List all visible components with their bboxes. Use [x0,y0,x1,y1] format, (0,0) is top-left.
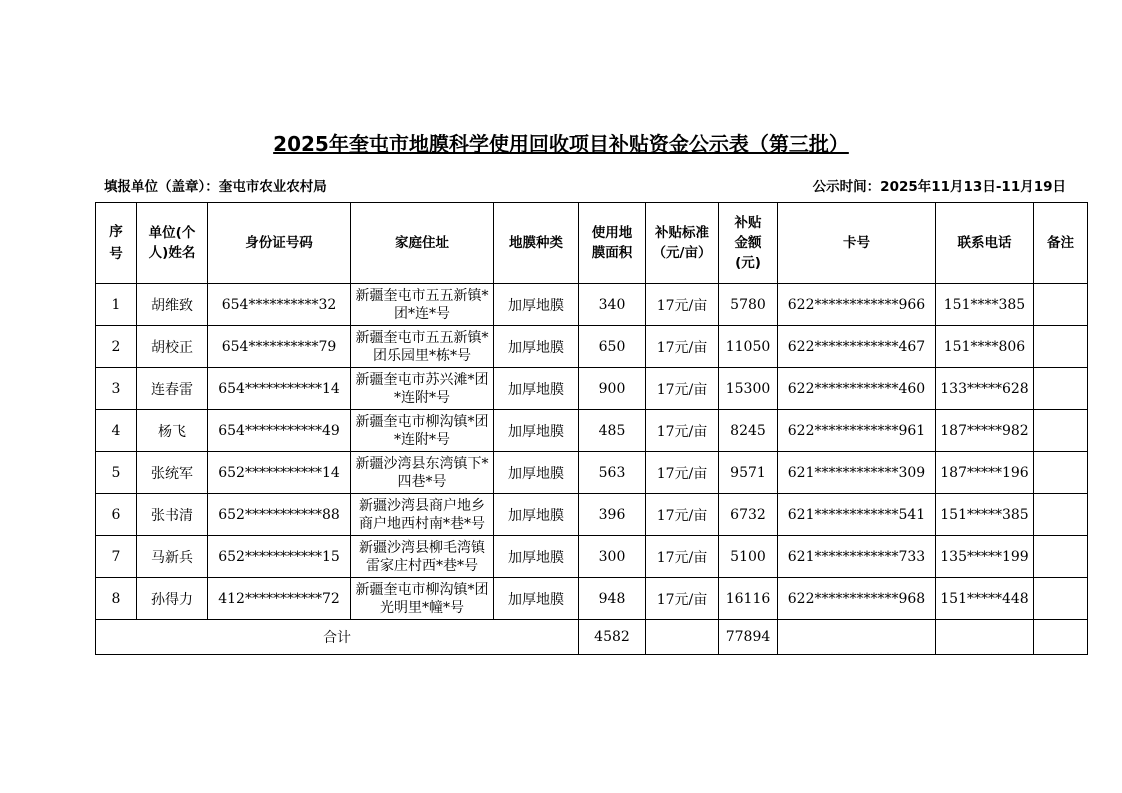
total-remark-empty [1034,620,1088,655]
cell-id: 654***********49 [208,410,351,452]
cell-phone: 151*****448 [936,578,1034,620]
cell-area: 900 [579,368,646,410]
cell-address: 新疆奎屯市柳沟镇*团光明里*幢*号 [351,578,494,620]
cell-phone: 151****385 [936,284,1034,326]
cell-standard: 17元/亩 [646,284,719,326]
table-row [96,452,1088,494]
cell-id: 654***********14 [208,368,351,410]
cell-card: 622************467 [778,326,936,368]
cell-name: 张统军 [137,452,208,494]
total-row [96,620,1088,655]
table-row [96,326,1088,368]
cell-amount: 5780 [719,284,778,326]
cell-card: 621************309 [778,452,936,494]
cell-seq: 1 [96,284,137,326]
total-standard-empty [646,620,719,655]
cell-film-type: 加厚地膜 [494,536,579,578]
cell-remark [1034,368,1088,410]
cell-address: 新疆沙湾县东湾镇下*四巷*号 [351,452,494,494]
cell-id: 652***********14 [208,452,351,494]
cell-film-type: 加厚地膜 [494,410,579,452]
cell-amount: 16116 [719,578,778,620]
cell-id: 652***********88 [208,494,351,536]
cell-area: 396 [579,494,646,536]
header-row [96,203,1088,284]
cell-id: 654**********79 [208,326,351,368]
cell-amount: 11050 [719,326,778,368]
header-amount: 补贴金额(元) [719,203,778,284]
total-area: 4582 [579,620,646,655]
table-row [96,410,1088,452]
cell-id: 654**********32 [208,284,351,326]
cell-name: 孙得力 [137,578,208,620]
table-row [96,578,1088,620]
cell-card: 622************966 [778,284,936,326]
total-amount: 77894 [719,620,778,655]
cell-card: 622************460 [778,368,936,410]
header-film-type: 地膜种类 [494,203,579,284]
header-address: 家庭住址 [351,203,494,284]
header-name: 单位(个人)姓名 [137,203,208,284]
cell-phone: 151*****385 [936,494,1034,536]
table-row [96,536,1088,578]
total-phone-empty [936,620,1034,655]
cell-name: 连春雷 [137,368,208,410]
table-row [96,284,1088,326]
cell-card: 622************961 [778,410,936,452]
cell-area: 563 [579,452,646,494]
cell-remark [1034,494,1088,536]
header-seq: 序号 [96,203,137,284]
cell-remark [1034,452,1088,494]
header-card: 卡号 [778,203,936,284]
cell-remark [1034,536,1088,578]
cell-phone: 151****806 [936,326,1034,368]
cell-film-type: 加厚地膜 [494,452,579,494]
cell-seq: 2 [96,326,137,368]
cell-area: 948 [579,578,646,620]
cell-name: 胡校正 [137,326,208,368]
subsidy-table [95,202,1088,655]
cell-phone: 135*****199 [936,536,1034,578]
table-row [96,494,1088,536]
cell-seq: 6 [96,494,137,536]
header-phone: 联系电话 [936,203,1034,284]
cell-name: 张书清 [137,494,208,536]
reporting-unit: 填报单位（盖章）：奎屯市农业农村局 [104,179,327,195]
cell-card: 621************541 [778,494,936,536]
cell-standard: 17元/亩 [646,368,719,410]
total-label: 合计 [96,620,579,655]
cell-seq: 7 [96,536,137,578]
header-id: 身份证号码 [208,203,351,284]
cell-address: 新疆奎屯市五五新镇*团*连*号 [351,284,494,326]
cell-area: 485 [579,410,646,452]
cell-name: 马新兵 [137,536,208,578]
header-area: 使用地膜面积 [579,203,646,284]
cell-seq: 5 [96,452,137,494]
cell-film-type: 加厚地膜 [494,494,579,536]
publicity-time: 公示时间：2025年11月13日-11月19日 [812,179,1066,195]
cell-amount: 15300 [719,368,778,410]
total-card-empty [778,620,936,655]
cell-standard: 17元/亩 [646,494,719,536]
cell-seq: 3 [96,368,137,410]
cell-phone: 187*****196 [936,452,1034,494]
cell-name: 杨飞 [137,410,208,452]
cell-standard: 17元/亩 [646,578,719,620]
cell-amount: 5100 [719,536,778,578]
cell-address: 新疆沙湾县柳毛湾镇雷家庄村西*巷*号 [351,536,494,578]
cell-remark [1034,326,1088,368]
header-remark: 备注 [1034,203,1088,284]
cell-standard: 17元/亩 [646,410,719,452]
cell-address: 新疆奎屯市五五新镇*团乐园里*栋*号 [351,326,494,368]
cell-film-type: 加厚地膜 [494,284,579,326]
cell-id: 412***********72 [208,578,351,620]
cell-address: 新疆奎屯市柳沟镇*团*连附*号 [351,410,494,452]
cell-standard: 17元/亩 [646,536,719,578]
header-standard: 补贴标准（元/亩） [646,203,719,284]
cell-amount: 9571 [719,452,778,494]
cell-card: 622************968 [778,578,936,620]
cell-address: 新疆沙湾县商户地乡商户地西村南*巷*号 [351,494,494,536]
cell-film-type: 加厚地膜 [494,326,579,368]
cell-id: 652***********15 [208,536,351,578]
cell-amount: 6732 [719,494,778,536]
cell-address: 新疆奎屯市苏兴滩*团*连附*号 [351,368,494,410]
cell-standard: 17元/亩 [646,326,719,368]
cell-name: 胡维致 [137,284,208,326]
table-row [96,368,1088,410]
cell-film-type: 加厚地膜 [494,578,579,620]
cell-area: 340 [579,284,646,326]
cell-remark [1034,284,1088,326]
cell-remark [1034,410,1088,452]
cell-standard: 17元/亩 [646,452,719,494]
cell-card: 621************733 [778,536,936,578]
cell-seq: 8 [96,578,137,620]
cell-area: 300 [579,536,646,578]
cell-amount: 8245 [719,410,778,452]
cell-phone: 133*****628 [936,368,1034,410]
cell-film-type: 加厚地膜 [494,368,579,410]
cell-remark [1034,578,1088,620]
cell-seq: 4 [96,410,137,452]
document-title: 2025年奎屯市地膜科学使用回收项目补贴资金公示表（第三批） [273,132,849,156]
cell-area: 650 [579,326,646,368]
cell-phone: 187*****982 [936,410,1034,452]
